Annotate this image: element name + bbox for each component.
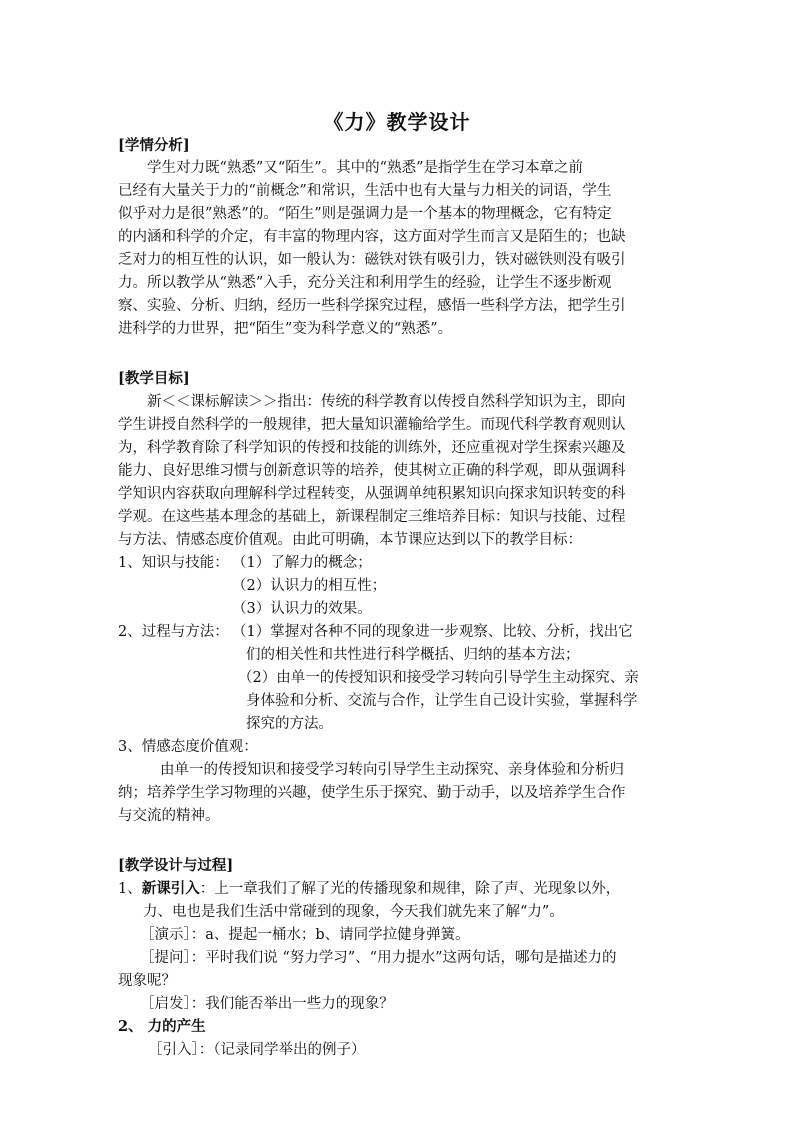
goal-item: 们的相关性和共性进行科学概括、归纳的基本方法； (246, 647, 580, 663)
section-heading-learning-analysis: [学情分析] (118, 137, 190, 154)
paragraph-line: 力。所以教学从“熟悉”入手，充分关注和利用学生的经验，让学生不逐步断观 (118, 275, 612, 291)
document-title: 《力》教学设计 (323, 110, 471, 134)
paragraph-line: 学生对力既“熟悉”又“陌生”。其中的“熟悉”是指学生在学习本章之前 (147, 160, 583, 176)
goal-label-process: 2、过程与方法： (118, 624, 229, 640)
goal-item: （3）认识力的效果。 (232, 601, 372, 617)
goal-item: （1）掌握对各种不同的现象进一步观察、比较、分析，找出它 (232, 624, 633, 640)
paragraph-line: 察、实验、分析、归纳，经历一些科学探究过程，感悟一些科学方法，把学生引 (118, 298, 626, 314)
paragraph-line: 的内涵和科学的介定，有丰富的物理内容，这方面对学生而言又是陌生的；也缺 (118, 229, 626, 245)
paragraph-line: 似乎对力是很”熟悉”的。“陌生”则是强调力是一个基本的物理概念，它有特定 (118, 206, 612, 222)
paragraph-line: 现象呢？ (118, 973, 176, 989)
paragraph-line (118, 878, 620, 900)
paragraph-line: 进科学的力世界，把“陌生”变为科学意义的“熟悉”。 (118, 321, 453, 337)
goal-item: （2）由单一的传授知识和接受学习转向引导学生主动探究、亲 (238, 670, 639, 686)
item-title: 新课引入 (141, 880, 200, 897)
goal-item: （1）了解力的概念； (232, 555, 372, 571)
paragraph-line: 已经有大量关于力的“前概念”和常识，生活中也有大量与力相关的词语，学生 (118, 183, 612, 199)
item-number: 1、 (118, 881, 142, 897)
section-heading-design-process: [教学设计与过程] (118, 857, 234, 874)
paragraph-line: 学观。在这些基本理念的基础上，新课程制定三维培养目标：知识与技能、过程 (118, 509, 626, 525)
paragraph-line: 与方法、情感态度价值观。由此可明确，本节课应达到以下的教学目标： (118, 532, 582, 548)
paragraph-line: 力、电也是我们生活中常碰到的现象，今天我们就先来了解“力”。 (143, 904, 564, 920)
paragraph-line: 与交流的精神。 (118, 808, 220, 824)
paragraph-line: 由单一的传授知识和接受学习转向引导学生主动探究、亲身体验和分析归 (160, 762, 624, 778)
paragraph-line: 学知识内容获取向理解科学过程转变，从强调单纯积累知识向探求知识转变的科 (118, 486, 626, 502)
goal-label-attitude: 3、情感态度价值观： (118, 739, 258, 755)
paragraph-line: ［演示］：a、提起一桶水；b、请同学拉健身弹簧。 (140, 927, 470, 943)
paragraph-line: 学生讲授自然科学的一般规律，把大量知识灌输给学生。而现代科学教育观则认 (118, 417, 626, 433)
goal-item: （2）认识力的相互性； (232, 578, 387, 594)
item-text: ：上一章我们了解了光的传播现象和规律，除了声、光现象以外， (199, 881, 621, 897)
paragraph-line: 为，科学教育除了科学知识的传授和技能的训练外，还应重视对学生探索兴趣及 (118, 440, 626, 456)
paragraph-line: 能力、良好思维习惯与创新意识等的培养，使其树立正确的科学观，即从强调科 (118, 463, 626, 479)
section-heading-teaching-goals: [教学目标] (118, 370, 190, 387)
paragraph-line: 纳；培养学生学习物理的兴趣，使学生乐于探究、勤于动手，以及培养学生合作 (118, 785, 626, 801)
paragraph-line: 乏对力的相互性的认识，如一般认为：磁铁对铁有吸引力，铁对磁铁则没有吸引 (118, 252, 626, 268)
goal-label-knowledge: 1、知识与技能： (118, 555, 229, 571)
goal-item: 探究的方法。 (246, 716, 333, 732)
paragraph-line: ［提问］：平时我们说 “努力学习”、“用力提水”这两句话，哪句是描述力的 (140, 950, 617, 966)
goal-item: 身体验和分析、交流与合作，让学生自己设计实验，掌握科学 (246, 693, 638, 709)
paragraph-line: 新＜＜课标解读＞＞指出：传统的科学教育以传授自然科学知识为主，即向 (147, 394, 626, 410)
item-heading-force-origin: 2、 力的产生 (118, 1018, 206, 1035)
paragraph-line: ［引入］：（记录同学举出的例子） (148, 1042, 366, 1058)
paragraph-line: ［启发］：我们能否举出一些力的现象？ (140, 996, 394, 1012)
